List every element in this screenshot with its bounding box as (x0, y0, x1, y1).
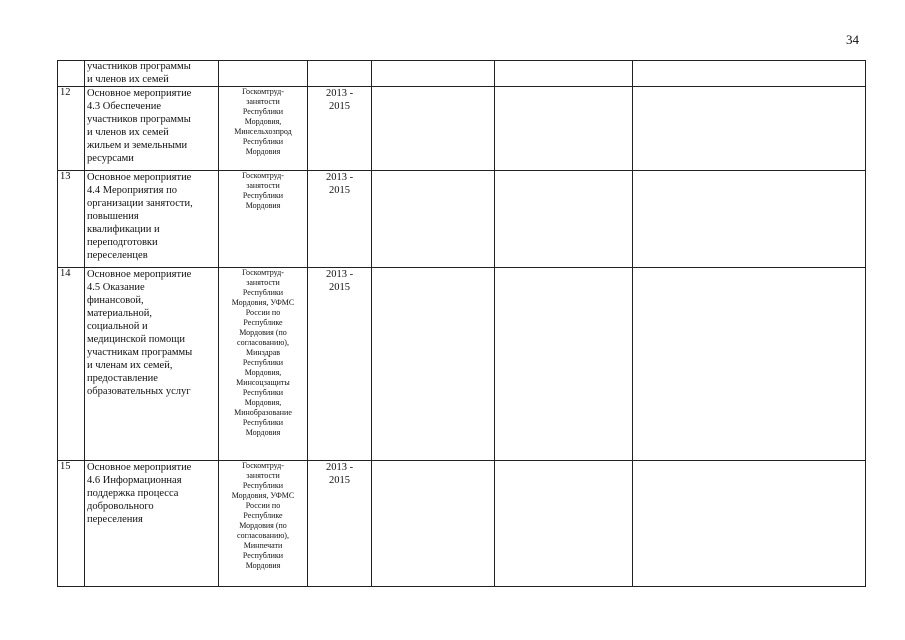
cell-empty (495, 87, 633, 171)
cell-executor (219, 268, 308, 461)
cell-empty (372, 61, 495, 87)
cell-period (308, 171, 372, 268)
executor-line: Республики (242, 551, 284, 560)
executor-line: России по (245, 308, 281, 317)
name-line: финансовой, (87, 295, 144, 306)
cell-empty (372, 171, 495, 268)
cell-num: 15 (58, 461, 85, 587)
name-line: участников программы (87, 61, 191, 72)
executor-line: Республике (243, 318, 283, 327)
executor-line: Минздрав (245, 348, 281, 357)
executor-line: Мордовия (245, 561, 281, 570)
cell-empty (495, 171, 633, 268)
executor-line: Мордовия, (244, 117, 282, 126)
executor-line: России по (245, 501, 281, 510)
name-line: 4.4 Мероприятия по (87, 185, 177, 196)
cell-empty (495, 61, 633, 87)
name-line: переселения (87, 514, 143, 525)
cell-name (85, 61, 219, 87)
cell-name (85, 461, 219, 587)
period-line: 2015 (329, 475, 350, 486)
name-line: участников программы (87, 114, 191, 125)
executor-line: Мордовия, УФМС (231, 491, 295, 500)
name-line: и членов их семей (87, 73, 169, 85)
name-line: 4.3 Обеспечение (87, 101, 161, 112)
name-line: повышения (87, 211, 139, 222)
cell-num (58, 61, 85, 87)
measures-table (57, 60, 866, 587)
executor-line: занятости (246, 471, 280, 480)
name-line: материальной, (87, 308, 152, 319)
executor-line: Республики (242, 388, 284, 397)
name-line: образовательных услуг (87, 386, 191, 397)
name-line: 4.5 Оказание (87, 282, 145, 293)
cell-executor (219, 61, 308, 87)
executor-line: занятости (246, 97, 280, 106)
executor-line: Республики (242, 481, 284, 490)
cell-name (85, 171, 219, 268)
cell-executor (219, 461, 308, 587)
period-line: 2013 - (325, 269, 354, 280)
executor-line: Мордовия (по (239, 328, 287, 337)
cell-executor (219, 171, 308, 268)
executor-line: Республики (242, 418, 284, 427)
name-line: переподготовки (87, 237, 158, 248)
name-line: Основное мероприятие (87, 269, 192, 280)
cell-name (85, 268, 219, 461)
name-line: поддержка процесса (87, 488, 179, 499)
executor-line: Минсельхозпрод (234, 127, 292, 136)
name-line: добровольного (87, 501, 154, 512)
period-line: 2013 - (325, 172, 354, 183)
cell-period (308, 461, 372, 587)
table-row-12 (58, 87, 866, 171)
cell-empty (633, 61, 866, 87)
executor-line: Республике (243, 511, 283, 520)
cell-empty (633, 461, 866, 587)
executor-line: Мордовия, УФМС (231, 298, 295, 307)
cell-num: 14 (58, 268, 85, 461)
cell-empty (633, 87, 866, 171)
cell-name (85, 87, 219, 171)
name-line: ресурсами (87, 153, 134, 164)
name-line: Основное мероприятие (87, 462, 192, 473)
name-line: Основное мероприятие (87, 172, 192, 183)
cell-empty (372, 87, 495, 171)
table-row-15 (58, 461, 866, 587)
executor-line: Республики (242, 358, 284, 367)
cell-empty (372, 461, 495, 587)
period-line: 2013 - (325, 462, 354, 473)
table-row-14 (58, 268, 866, 461)
executor-line: Мордовия, (244, 368, 282, 377)
name-line: переселенцев (87, 250, 148, 261)
name-line: медицинской помощи (87, 334, 185, 345)
cell-period (308, 268, 372, 461)
executor-line: Мордовия (245, 201, 281, 210)
page-number: 34 (846, 32, 859, 47)
period-line: 2013 - (325, 88, 354, 99)
executor-line: Госкомтруд- (242, 171, 284, 180)
executor-line: Минпечати (243, 541, 283, 550)
executor-line: Республики (242, 288, 284, 297)
period-line: 2015 (329, 185, 350, 196)
name-line: организации занятости, (87, 198, 193, 209)
executor-line: Госкомтруд- (242, 268, 284, 277)
name-line: 4.6 Информационная (87, 475, 182, 486)
period-line: 2015 (329, 101, 350, 112)
executor-line: Минсоцзащиты (236, 378, 290, 387)
name-line: участникам программы (87, 347, 193, 358)
executor-line: Госкомтруд- (242, 461, 284, 470)
cell-executor (219, 87, 308, 171)
executor-line: занятости (246, 278, 280, 287)
executor-line: согласованию), (237, 531, 289, 540)
cell-empty (633, 268, 866, 461)
cell-num: 13 (58, 171, 85, 268)
name-line: предоставление (87, 373, 158, 384)
executor-line: Мордовия, (244, 398, 282, 407)
executor-line: Минобразование (234, 408, 292, 417)
executor-line: Мордовия (245, 428, 281, 437)
executor-line: Мордовия (по (239, 521, 287, 530)
executor-line: Республики (242, 191, 284, 200)
cell-empty (372, 268, 495, 461)
name-line: жильем и земельными (87, 140, 188, 151)
executor-line: Республики (242, 107, 284, 116)
period-line: 2015 (329, 282, 350, 293)
cell-period (308, 87, 372, 171)
table-row-continuation (58, 61, 866, 87)
executor-line: занятости (246, 181, 280, 190)
name-line: Основное мероприятие (87, 88, 192, 99)
table-row-13 (58, 171, 866, 268)
cell-empty (495, 268, 633, 461)
executor-line: согласованию), (237, 338, 289, 347)
cell-empty (633, 171, 866, 268)
name-line: квалификации и (87, 224, 160, 235)
cell-num: 12 (58, 87, 85, 171)
name-line: и членам их семей, (87, 360, 173, 371)
name-line: социальной и (87, 321, 148, 332)
cell-empty (495, 461, 633, 587)
executor-line: Госкомтруд- (242, 87, 284, 96)
executor-line: Мордовия (245, 147, 281, 156)
executor-line: Республики (242, 137, 284, 146)
name-line: и членов их семей (87, 127, 169, 138)
cell-period (308, 61, 372, 87)
